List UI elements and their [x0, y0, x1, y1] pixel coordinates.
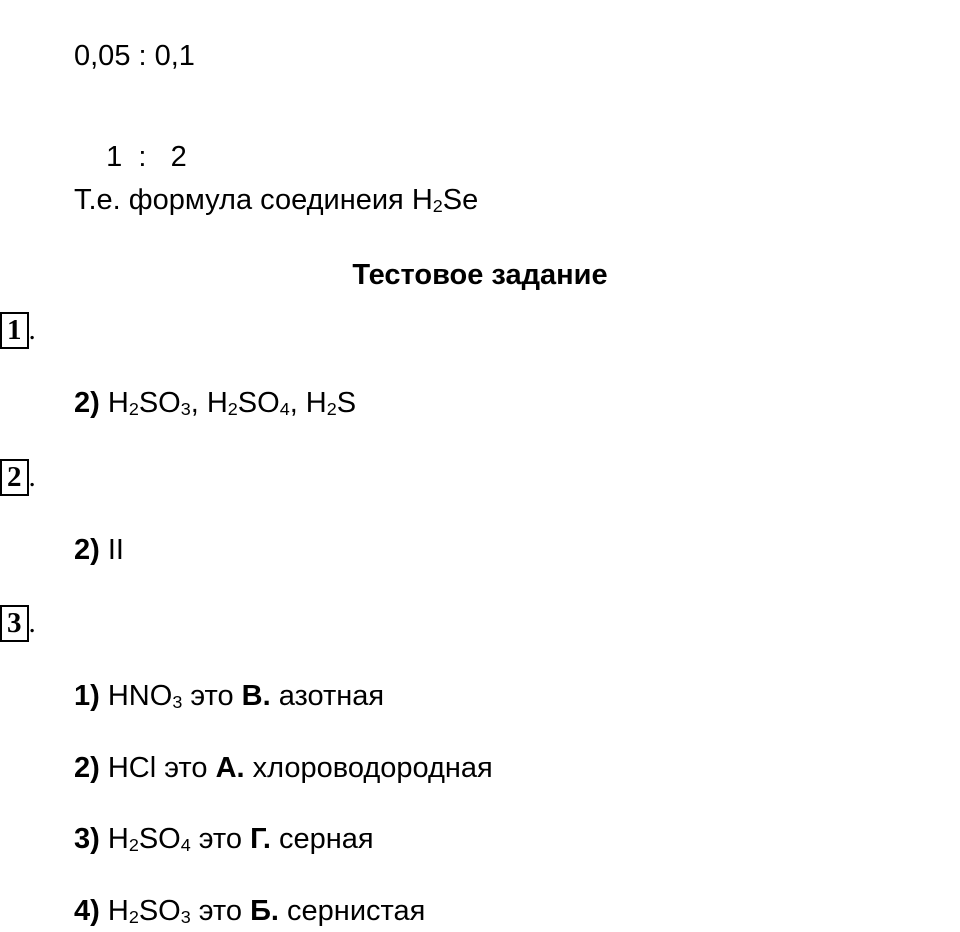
answer-formula: $HNO_3$ — [107, 680, 183, 713]
question-box-2: 2 — [0, 459, 29, 496]
answer-acid-name: азотная — [270, 680, 385, 712]
answer-connector: это — [190, 823, 251, 855]
answer-text: II — [107, 534, 124, 566]
formula-conclusion — [74, 186, 478, 215]
answer-formula: $H_2SO_3$ — [107, 895, 191, 928]
question-box-3: 3 — [0, 605, 29, 642]
answer-connector: это — [182, 680, 242, 712]
answer-acid-name: серная — [270, 823, 374, 855]
answer-q3-2 — [74, 754, 493, 783]
question-number-1 — [0, 312, 36, 349]
conclusion-prefix: Т.е. формула соединеия H — [74, 184, 433, 216]
answer-acid-name: сернистая — [278, 895, 426, 927]
answer-label: 2) — [74, 387, 100, 419]
answer-letter: А. — [215, 752, 245, 784]
answer-q3-3 — [74, 825, 374, 854]
question-dot-3: . — [28, 607, 36, 639]
answer-formula: HCl — [107, 752, 157, 784]
answer-formula: $H_2SO_4$ — [107, 823, 191, 856]
question-box-1: 1 — [0, 312, 29, 349]
question-number-2 — [0, 459, 36, 496]
question-number-3 — [0, 605, 36, 642]
answer-label: 2) — [74, 752, 100, 784]
answer-label: 1) — [74, 680, 100, 712]
answer-connector: это — [190, 895, 251, 927]
answer-connector: это — [156, 752, 216, 784]
question-dot-2: . — [28, 461, 36, 493]
answer-label: 3) — [74, 823, 100, 855]
question-dot-1: . — [28, 314, 36, 346]
answer-label: 4) — [74, 895, 100, 927]
answer-q2-1 — [74, 536, 124, 565]
ratio-line-2 — [90, 114, 187, 172]
answer-label: 2) — [74, 534, 100, 566]
section-title: Тестовое задание — [352, 259, 608, 291]
answer-q3-1 — [74, 682, 384, 711]
answer-letter: Г. — [250, 823, 271, 855]
conclusion-suffix: Se — [442, 184, 479, 216]
answer-letter: В. — [241, 680, 271, 712]
answer-letter: Б. — [250, 895, 279, 927]
answer-formula: $H_2SO_3$, $H_2SO_4$, $H_2S$ — [107, 387, 357, 420]
conclusion-subscript: 2 — [432, 196, 443, 217]
ratio-text-2: 1 : 2 — [106, 141, 187, 173]
ratio-text-1: 0,05 : 0,1 — [74, 40, 195, 72]
answer-q1-1 — [74, 389, 356, 418]
answer-acid-name: хлороводородная — [244, 752, 493, 784]
answer-q3-4 — [74, 897, 425, 926]
ratio-line-1 — [74, 42, 195, 71]
